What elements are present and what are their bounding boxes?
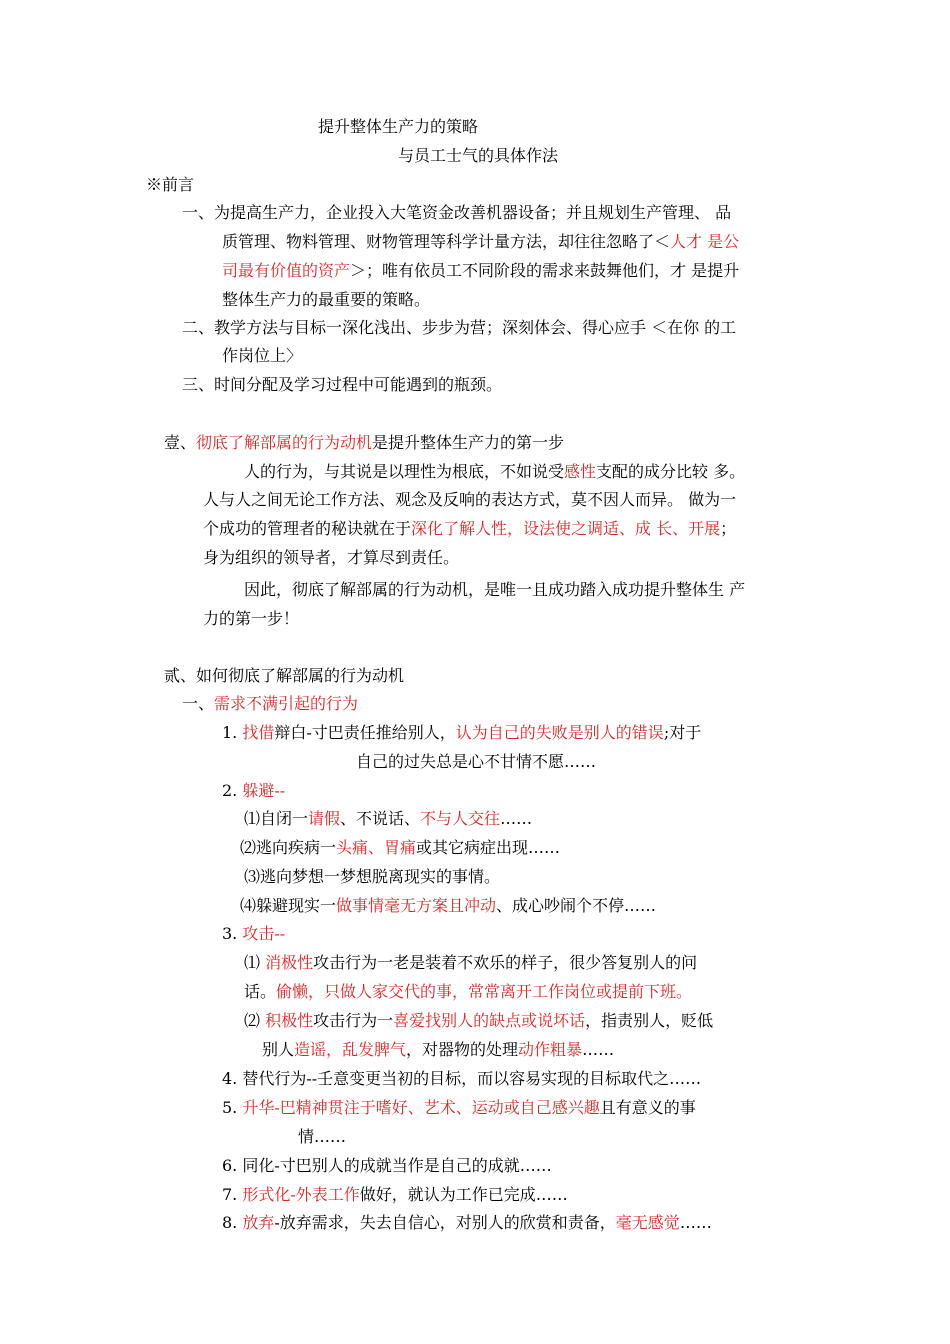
item2-number: 2. [222,781,238,800]
preface-heading: ※前言 [146,175,195,194]
title-line-1: 提升整体生产力的策略 [318,117,479,136]
item3-sub1-b: 攻击行为一老是装着不欢乐的样子，很少答复别人的问 [313,953,698,972]
item3-sub2-highlight1: 积极性 [265,1011,314,1030]
section2-sub1-title: 需求不满引起的行为 [214,694,359,713]
item3-sub1-line2 [244,980,692,1004]
item6-text: 同化-寸巴别人的成就当作是自己的成就…… [242,1156,552,1175]
item8-text2: …… [679,1213,712,1232]
item7-number: 7. [222,1185,238,1204]
preface-item1-line1: 一、为提高生产力，企业投入大笔资金改善机器设备；并且规划生产管理、 品 [182,203,732,222]
item4-text: 替代行为--壬意变更当初的目标，而以容易实现的目标取代之…… [242,1069,702,1088]
item2-sub1-a: ⑴自闭一 [244,809,309,828]
item3-sub2-line2 [262,1038,614,1062]
item2-sub2-a: ⑵逃向疾病一 [240,838,337,857]
item3-sub2-l2a: 别人 [262,1040,295,1059]
item3-sub2-c: ，指责别人，贬低 [585,1011,714,1030]
item3-line1 [222,922,285,946]
item2-sub4 [240,894,656,918]
item2-sub3: ⑶逃向梦想一梦想脱离现实的事情。 [244,867,501,886]
item1-line2: 自己的过失总是心不甘情不愿…… [356,752,597,771]
item2-sub2-highlight: 头痛、胃痛 [336,838,417,857]
section1-heading-highlight: 彻底了解部属的行为动机 [196,433,373,452]
section1-heading [164,431,564,455]
item1-number: 1. [222,723,238,742]
item3-sub1-l2-highlight: 偷懒，只做人家交代的事，常常离开工作岗位或提前下班。 [276,982,693,1001]
item7-highlight: 形式化-外表工作 [242,1185,360,1204]
section1-p1-line3a: 个成功的管理者的秘诀就在于 [203,519,412,538]
item1-text1: 辩白-寸巴责任推给别人， [274,723,456,742]
item3-sub1-highlight: 消极性 [265,953,314,972]
item3-sub2-line1 [244,1009,713,1033]
item2-sub2 [240,836,560,860]
item5-number: 5. [222,1098,238,1117]
preface-item1-line3-text: ＞；唯有依员工不同阶段的需求来鼓舞他们，才 是提升 [350,261,740,280]
item7-text: 做好，就认为工作已完成…… [359,1185,568,1204]
item3-sub2-l2b: ，对器物的处理 [406,1040,519,1059]
item4-line [222,1067,701,1091]
preface-item2-line2: 作岗位上〉 [222,346,303,365]
preface-item1-line2-text: 质管理、物料管理、财物管理等科学计量方法，却往往忽略了＜ [222,232,671,251]
preface-item3: 三、时间分配及学习过程中可能遇到的瓶颈。 [182,375,503,394]
item3-sub1-l2a: 话。 [244,982,277,1001]
item2-sub1-highlight1: 请假 [308,809,341,828]
section2-sub1 [182,692,358,716]
item2-title: 躲避-- [242,781,286,800]
item3-sub1-a: ⑴ [244,953,266,972]
preface-item1-line2-highlight: 人才 是公 [670,232,740,251]
item5-line2: 情…… [298,1127,347,1146]
item2-sub2-b: 或其它病症出现…… [416,838,561,857]
item2-sub1-b: 、不说话、 [340,809,421,828]
item3-sub2-b: 攻击行为一 [313,1011,394,1030]
item3-sub2-a: ⑵ [244,1011,266,1030]
section1-p1-line3-highlight: 深化了解人性，设法使之调适、成 长、开展 [411,519,721,538]
item5-highlight: 升华-巴精神贯注于嗜好、艺术、运动或自己感兴趣 [242,1098,600,1117]
item7-line [222,1183,568,1207]
section1-prefix: 壹、 [164,433,197,452]
item4-number: 4. [222,1069,238,1088]
item3-number: 3. [222,924,238,943]
item5-line1 [222,1096,696,1120]
section1-p1-line4: 身为组织的领导者，才算尽到责任。 [203,548,460,567]
preface-item1-line3-highlight: 司最有价值的资产 [222,261,351,280]
item8-highlight1: 放弃 [242,1213,275,1232]
preface-item1-line2 [222,230,739,254]
item2-sub1 [244,807,532,831]
section1-p1-line3 [203,517,736,541]
section1-heading-rest: 是提升整体生产力的第一步 [372,433,565,452]
item1-line1 [222,721,701,745]
section1-p1-line1b: 支配的成分比较 多。 [596,462,746,481]
item6-number: 6. [222,1156,238,1175]
item3-sub2-l2c: …… [582,1040,615,1059]
item2-sub4-highlight: 做事情毫无方案且冲动 [336,896,497,915]
item3-title: 攻击-- [242,924,286,943]
item3-sub1-line1 [244,951,697,975]
item2-line1 [222,779,285,803]
item3-sub2-l2-highlight1: 造谣，乱发脾气 [294,1040,407,1059]
section1-p2-line1: 因此，彻底了解部属的行为动机，是唯一且成功踏入成功提升整体生 产 [244,580,746,599]
item5-text: 且有意义的事 [599,1098,696,1117]
item2-sub4-a: ⑷躲避现实一 [240,896,337,915]
section1-p1-line1 [244,460,745,484]
item8-number: 8. [222,1213,238,1232]
item1-highlight2: 认为自己的失败是别人的错误 [455,723,664,742]
preface-item1-line4: 整体生产力的最重要的策略。 [222,290,431,309]
preface-item1-line3 [222,259,739,283]
section1-p1-line1a: 人的行为，与其说是以理性为根底，不如说受 [244,462,565,481]
item2-sub1-c: …… [500,809,533,828]
item2-sub4-b: 、成心吵闹个不停…… [496,896,657,915]
item8-text1: -放弃需求，失去自信心，对别人的欣赏和责备， [274,1213,616,1232]
item2-sub1-highlight2: 不与人交往 [420,809,501,828]
section1-p2-line2: 力的第一步！ [203,609,300,628]
item1-highlight1: 找借 [242,723,275,742]
item8-highlight2: 毫无感觉 [615,1213,680,1232]
item3-sub2-l2-highlight2: 动作粗暴 [518,1040,583,1059]
item8-line [222,1211,712,1235]
section1-p1-line2: 人与人之间无论工作方法、观念及反响的表达方式，莫不因人而异。 做为一 [203,490,737,509]
item1-text2: ;对于 [663,723,702,742]
section2-heading: 贰、如何彻底了解部属的行为动机 [164,666,405,685]
preface-item2-line1: 二、教学方法与目标一深化浅出、步步为营；深刻体会、得心应手 ＜在你 的工 [182,318,737,337]
section1-p1-line1-highlight: 感性 [564,462,597,481]
title-line-2: 与员工士气的具体作法 [398,146,559,165]
section2-sub1-prefix: 一、 [182,694,215,713]
section1-p1-line3b: ； [720,519,737,538]
item6-line [222,1154,552,1178]
item3-sub2-highlight2: 喜爱找别人的缺点或说坏话 [393,1011,586,1030]
